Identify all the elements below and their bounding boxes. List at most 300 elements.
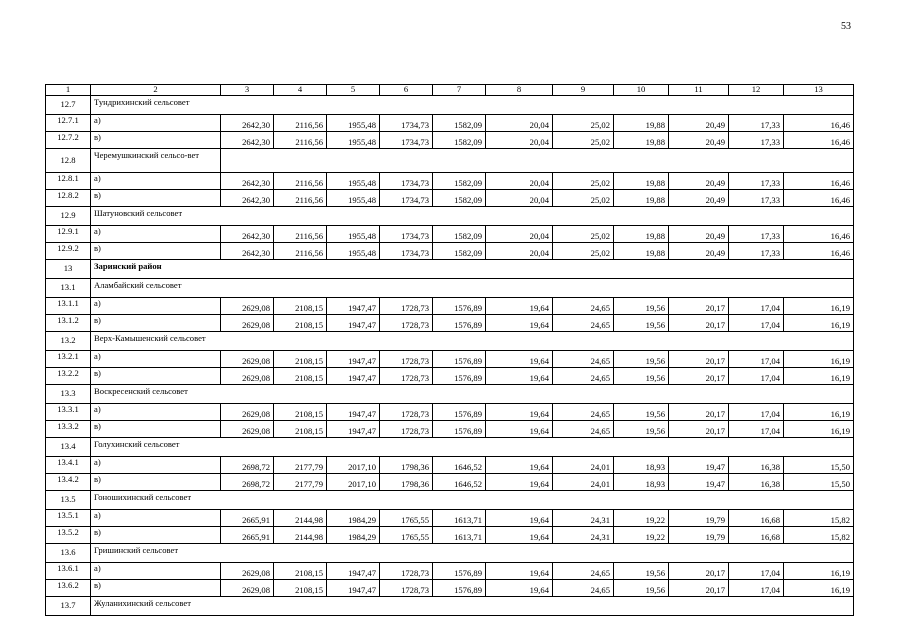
column-number-cell: 13 <box>784 85 854 96</box>
value-cell: 19,64 <box>486 510 553 527</box>
value-cell: 2629,08 <box>221 563 274 580</box>
value-cell: 24,65 <box>553 404 614 421</box>
value-cell: 16,46 <box>784 226 854 243</box>
column-number-cell: 6 <box>380 85 433 96</box>
value-cell: 1734,73 <box>380 132 433 149</box>
section-name-cell: Черемушкинский сельсо-вет <box>91 149 221 173</box>
section-row <box>46 96 854 115</box>
row-number-cell: 13.2.2 <box>46 368 91 385</box>
section-name-cell: Шатуновский сельсовет <box>91 207 854 226</box>
section-name-cell: Тундрихинский сельсовет <box>91 96 854 115</box>
value-cell: 1947,47 <box>327 404 380 421</box>
value-cell: 2144,98 <box>274 527 327 544</box>
value-cell: 1984,29 <box>327 527 380 544</box>
row-number-cell: 13.5.2 <box>46 527 91 544</box>
value-cell: 1646,52 <box>433 474 486 491</box>
value-cell: 24,65 <box>553 563 614 580</box>
value-cell: 24,31 <box>553 510 614 527</box>
value-cell: 1798,36 <box>380 474 433 491</box>
value-cell: 16,46 <box>784 173 854 190</box>
value-cell: 2629,08 <box>221 580 274 597</box>
value-cell: 16,19 <box>784 404 854 421</box>
value-cell: 25,02 <box>553 243 614 260</box>
value-cell: 24,01 <box>553 457 614 474</box>
row-number-cell: 13.1.1 <box>46 298 91 315</box>
value-cell: 1947,47 <box>327 315 380 332</box>
value-cell: 19,64 <box>486 421 553 438</box>
value-cell: 2642,30 <box>221 132 274 149</box>
value-cell: 2108,15 <box>274 404 327 421</box>
value-cell: 17,04 <box>729 580 784 597</box>
value-cell: 17,33 <box>729 173 784 190</box>
row-number-cell: 13.4 <box>46 438 91 457</box>
value-cell: 1576,89 <box>433 351 486 368</box>
value-cell: 1582,09 <box>433 132 486 149</box>
value-cell: 17,33 <box>729 115 784 132</box>
value-cell: 2108,15 <box>274 563 327 580</box>
row-number-cell: 13.4.2 <box>46 474 91 491</box>
value-cell: 2177,79 <box>274 457 327 474</box>
row-number-cell: 12.9 <box>46 207 91 226</box>
value-cell: 2017,10 <box>327 457 380 474</box>
value-cell: 16,46 <box>784 243 854 260</box>
value-cell: 19,47 <box>669 457 729 474</box>
variant-cell: в) <box>91 190 221 207</box>
section-row <box>46 332 854 351</box>
column-number-cell: 1 <box>46 85 91 96</box>
value-cell: 1984,29 <box>327 510 380 527</box>
value-cell: 1576,89 <box>433 298 486 315</box>
table-row <box>46 298 854 315</box>
value-cell: 1613,71 <box>433 527 486 544</box>
value-cell: 16,46 <box>784 190 854 207</box>
value-cell: 20,49 <box>669 226 729 243</box>
value-cell: 20,04 <box>486 190 553 207</box>
value-cell: 24,65 <box>553 315 614 332</box>
value-cell: 20,04 <box>486 226 553 243</box>
table-row <box>46 243 854 260</box>
value-cell: 19,56 <box>614 298 669 315</box>
value-cell: 1576,89 <box>433 404 486 421</box>
variant-cell: в) <box>91 527 221 544</box>
section-row <box>46 385 854 404</box>
row-number-cell: 13.3.1 <box>46 404 91 421</box>
section-name-cell: Голухинский сельсовет <box>91 438 854 457</box>
variant-cell: в) <box>91 421 221 438</box>
value-cell: 1728,73 <box>380 315 433 332</box>
value-cell: 19,64 <box>486 298 553 315</box>
value-cell: 24,65 <box>553 298 614 315</box>
table-row <box>46 527 854 544</box>
value-cell: 1576,89 <box>433 580 486 597</box>
value-cell: 19,22 <box>614 527 669 544</box>
value-cell: 2108,15 <box>274 421 327 438</box>
section-row <box>46 260 854 279</box>
table-row <box>46 173 854 190</box>
row-number-cell: 13.6 <box>46 544 91 563</box>
value-cell: 16,46 <box>784 115 854 132</box>
column-number-cell: 8 <box>486 85 553 96</box>
section-name-cell: Заринский район <box>91 260 854 279</box>
value-cell: 24,65 <box>553 580 614 597</box>
row-number-cell: 12.7 <box>46 96 91 115</box>
row-number-cell: 13.2 <box>46 332 91 351</box>
value-cell: 19,64 <box>486 351 553 368</box>
value-cell: 1728,73 <box>380 580 433 597</box>
table-row <box>46 190 854 207</box>
value-cell: 1955,48 <box>327 190 380 207</box>
row-number-cell: 13.2.1 <box>46 351 91 368</box>
value-cell: 19,79 <box>669 527 729 544</box>
value-cell: 19,64 <box>486 457 553 474</box>
value-cell: 19,64 <box>486 474 553 491</box>
section-name-cell: Аламбайский сельсовет <box>91 279 854 298</box>
table-row <box>46 510 854 527</box>
variant-cell: а) <box>91 510 221 527</box>
value-cell: 1955,48 <box>327 226 380 243</box>
row-number-cell: 13.5.1 <box>46 510 91 527</box>
table-body <box>46 85 854 616</box>
value-cell: 17,33 <box>729 190 784 207</box>
value-cell: 17,04 <box>729 421 784 438</box>
value-cell: 19,64 <box>486 368 553 385</box>
section-row <box>46 544 854 563</box>
value-cell: 16,38 <box>729 474 784 491</box>
value-cell: 2116,56 <box>274 132 327 149</box>
value-cell: 16,68 <box>729 510 784 527</box>
value-cell: 1576,89 <box>433 563 486 580</box>
value-cell: 19,56 <box>614 563 669 580</box>
value-cell: 1646,52 <box>433 457 486 474</box>
value-cell: 1947,47 <box>327 580 380 597</box>
value-cell: 19,88 <box>614 115 669 132</box>
value-cell: 19,88 <box>614 243 669 260</box>
table-row <box>46 226 854 243</box>
value-cell: 1576,89 <box>433 315 486 332</box>
value-cell: 1765,55 <box>380 527 433 544</box>
row-number-cell: 13.1 <box>46 279 91 298</box>
value-cell: 24,65 <box>553 421 614 438</box>
value-cell: 1947,47 <box>327 298 380 315</box>
row-number-cell: 13.6.2 <box>46 580 91 597</box>
variant-cell: а) <box>91 173 221 190</box>
value-cell: 1955,48 <box>327 243 380 260</box>
value-cell: 24,31 <box>553 527 614 544</box>
value-cell: 1728,73 <box>380 421 433 438</box>
value-cell: 2629,08 <box>221 315 274 332</box>
column-number-cell: 3 <box>221 85 274 96</box>
value-cell: 1728,73 <box>380 404 433 421</box>
value-cell: 2629,08 <box>221 421 274 438</box>
section-name-cell: Верх-Камышенский сельсовет <box>91 332 854 351</box>
value-cell: 16,19 <box>784 421 854 438</box>
value-cell: 15,82 <box>784 527 854 544</box>
value-cell: 20,17 <box>669 298 729 315</box>
value-cell: 1947,47 <box>327 563 380 580</box>
row-number-cell: 13.3.2 <box>46 421 91 438</box>
value-cell: 20,17 <box>669 368 729 385</box>
value-cell: 25,02 <box>553 173 614 190</box>
value-cell: 16,68 <box>729 527 784 544</box>
variant-cell: а) <box>91 115 221 132</box>
value-cell: 1728,73 <box>380 351 433 368</box>
variant-cell: а) <box>91 226 221 243</box>
value-cell: 2642,30 <box>221 173 274 190</box>
value-cell: 2017,10 <box>327 474 380 491</box>
value-cell: 20,17 <box>669 404 729 421</box>
value-cell: 2698,72 <box>221 457 274 474</box>
value-cell: 1734,73 <box>380 190 433 207</box>
column-number-cell: 10 <box>614 85 669 96</box>
row-number-cell: 13.6.1 <box>46 563 91 580</box>
section-row <box>46 279 854 298</box>
row-number-cell: 13.1.2 <box>46 315 91 332</box>
value-cell: 19,47 <box>669 474 729 491</box>
row-number-cell: 13.7 <box>46 597 91 616</box>
value-cell: 2642,30 <box>221 115 274 132</box>
value-cell: 2629,08 <box>221 404 274 421</box>
value-cell: 1728,73 <box>380 298 433 315</box>
value-cell: 1947,47 <box>327 351 380 368</box>
page-number: 53 <box>841 21 851 32</box>
value-cell: 25,02 <box>553 190 614 207</box>
value-cell: 17,04 <box>729 351 784 368</box>
table-row <box>46 421 854 438</box>
value-cell: 1734,73 <box>380 243 433 260</box>
value-cell: 1582,09 <box>433 115 486 132</box>
empty-cell <box>221 149 854 173</box>
value-cell: 1576,89 <box>433 421 486 438</box>
value-cell: 20,17 <box>669 563 729 580</box>
row-number-cell: 12.8.1 <box>46 173 91 190</box>
value-cell: 19,64 <box>486 315 553 332</box>
value-cell: 20,17 <box>669 315 729 332</box>
value-cell: 2116,56 <box>274 115 327 132</box>
value-cell: 1765,55 <box>380 510 433 527</box>
variant-cell: а) <box>91 563 221 580</box>
table-row <box>46 457 854 474</box>
row-number-cell: 12.7.2 <box>46 132 91 149</box>
variant-cell: в) <box>91 580 221 597</box>
value-cell: 24,65 <box>553 351 614 368</box>
row-number-cell: 12.8 <box>46 149 91 173</box>
value-cell: 1947,47 <box>327 368 380 385</box>
row-number-cell: 13.4.1 <box>46 457 91 474</box>
value-cell: 1734,73 <box>380 173 433 190</box>
value-cell: 19,64 <box>486 404 553 421</box>
value-cell: 19,56 <box>614 421 669 438</box>
value-cell: 2665,91 <box>221 510 274 527</box>
section-row <box>46 597 854 616</box>
value-cell: 1582,09 <box>433 243 486 260</box>
value-cell: 1955,48 <box>327 173 380 190</box>
variant-cell: а) <box>91 457 221 474</box>
value-cell: 1734,73 <box>380 226 433 243</box>
table-row <box>46 368 854 385</box>
value-cell: 19,22 <box>614 510 669 527</box>
table-row <box>46 404 854 421</box>
column-number-cell: 5 <box>327 85 380 96</box>
value-cell: 2629,08 <box>221 351 274 368</box>
value-cell: 19,56 <box>614 580 669 597</box>
value-cell: 2108,15 <box>274 315 327 332</box>
value-cell: 1955,48 <box>327 115 380 132</box>
value-cell: 2108,15 <box>274 351 327 368</box>
value-cell: 19,64 <box>486 527 553 544</box>
value-cell: 16,19 <box>784 351 854 368</box>
row-number-cell: 12.9.1 <box>46 226 91 243</box>
value-cell: 2108,15 <box>274 580 327 597</box>
row-number-cell: 13.5 <box>46 491 91 510</box>
value-cell: 1728,73 <box>380 368 433 385</box>
value-cell: 20,17 <box>669 421 729 438</box>
value-cell: 19,56 <box>614 368 669 385</box>
table-row <box>46 115 854 132</box>
value-cell: 1947,47 <box>327 421 380 438</box>
value-cell: 2144,98 <box>274 510 327 527</box>
value-cell: 19,88 <box>614 226 669 243</box>
value-cell: 19,88 <box>614 190 669 207</box>
value-cell: 1582,09 <box>433 226 486 243</box>
value-cell: 16,19 <box>784 563 854 580</box>
column-number-cell: 11 <box>669 85 729 96</box>
value-cell: 20,49 <box>669 243 729 260</box>
value-cell: 17,33 <box>729 132 784 149</box>
value-cell: 20,04 <box>486 132 553 149</box>
value-cell: 16,46 <box>784 132 854 149</box>
column-number-cell: 12 <box>729 85 784 96</box>
value-cell: 19,79 <box>669 510 729 527</box>
value-cell: 17,04 <box>729 298 784 315</box>
value-cell: 1798,36 <box>380 457 433 474</box>
value-cell: 2642,30 <box>221 226 274 243</box>
value-cell: 15,82 <box>784 510 854 527</box>
value-cell: 2665,91 <box>221 527 274 544</box>
variant-cell: а) <box>91 351 221 368</box>
value-cell: 15,50 <box>784 457 854 474</box>
section-name-cell: Воскресенский сельсовет <box>91 385 854 404</box>
value-cell: 19,88 <box>614 132 669 149</box>
value-cell: 2116,56 <box>274 243 327 260</box>
row-number-cell: 13.3 <box>46 385 91 404</box>
value-cell: 17,33 <box>729 243 784 260</box>
row-number-cell: 12.9.2 <box>46 243 91 260</box>
section-row <box>46 149 854 173</box>
variant-cell: а) <box>91 298 221 315</box>
value-cell: 24,65 <box>553 368 614 385</box>
table-row <box>46 563 854 580</box>
value-cell: 16,19 <box>784 315 854 332</box>
value-cell: 18,93 <box>614 457 669 474</box>
value-cell: 20,49 <box>669 132 729 149</box>
value-cell: 2629,08 <box>221 298 274 315</box>
value-cell: 20,04 <box>486 243 553 260</box>
value-cell: 19,88 <box>614 173 669 190</box>
value-cell: 17,04 <box>729 368 784 385</box>
value-cell: 2642,30 <box>221 243 274 260</box>
value-cell: 2642,30 <box>221 190 274 207</box>
value-cell: 17,04 <box>729 404 784 421</box>
section-row <box>46 491 854 510</box>
value-cell: 1576,89 <box>433 368 486 385</box>
value-cell: 2177,79 <box>274 474 327 491</box>
row-number-cell: 13 <box>46 260 91 279</box>
value-cell: 19,56 <box>614 315 669 332</box>
value-cell: 20,49 <box>669 190 729 207</box>
value-cell: 19,64 <box>486 563 553 580</box>
row-number-cell: 12.7.1 <box>46 115 91 132</box>
row-number-cell: 12.8.2 <box>46 190 91 207</box>
value-cell: 15,50 <box>784 474 854 491</box>
value-cell: 20,49 <box>669 115 729 132</box>
variant-cell: в) <box>91 368 221 385</box>
value-cell: 20,17 <box>669 351 729 368</box>
section-name-cell: Жуланихинский сельсовет <box>91 597 854 616</box>
column-number-cell: 4 <box>274 85 327 96</box>
value-cell: 24,01 <box>553 474 614 491</box>
value-cell: 2108,15 <box>274 298 327 315</box>
value-cell: 1582,09 <box>433 173 486 190</box>
value-cell: 1955,48 <box>327 132 380 149</box>
variant-cell: в) <box>91 132 221 149</box>
variant-cell: в) <box>91 315 221 332</box>
value-cell: 2108,15 <box>274 368 327 385</box>
column-number-row <box>46 85 854 96</box>
table-row <box>46 474 854 491</box>
value-cell: 2116,56 <box>274 226 327 243</box>
section-row <box>46 438 854 457</box>
value-cell: 17,04 <box>729 563 784 580</box>
value-cell: 19,56 <box>614 351 669 368</box>
column-number-cell: 7 <box>433 85 486 96</box>
table-row <box>46 351 854 368</box>
value-cell: 16,19 <box>784 580 854 597</box>
value-cell: 17,33 <box>729 226 784 243</box>
value-cell: 1734,73 <box>380 115 433 132</box>
variant-cell: а) <box>91 404 221 421</box>
value-cell: 18,93 <box>614 474 669 491</box>
value-cell: 2116,56 <box>274 190 327 207</box>
value-cell: 16,19 <box>784 368 854 385</box>
value-cell: 2116,56 <box>274 173 327 190</box>
tariff-table <box>45 84 854 616</box>
value-cell: 19,56 <box>614 404 669 421</box>
value-cell: 25,02 <box>553 115 614 132</box>
value-cell: 16,38 <box>729 457 784 474</box>
value-cell: 25,02 <box>553 226 614 243</box>
value-cell: 20,04 <box>486 173 553 190</box>
section-row <box>46 207 854 226</box>
value-cell: 2629,08 <box>221 368 274 385</box>
value-cell: 16,19 <box>784 298 854 315</box>
table-row <box>46 315 854 332</box>
value-cell: 1613,71 <box>433 510 486 527</box>
section-name-cell: Гришинский сельсовет <box>91 544 854 563</box>
value-cell: 1728,73 <box>380 563 433 580</box>
value-cell: 17,04 <box>729 315 784 332</box>
value-cell: 25,02 <box>553 132 614 149</box>
value-cell: 20,04 <box>486 115 553 132</box>
column-number-cell: 9 <box>553 85 614 96</box>
column-number-cell: 2 <box>91 85 221 96</box>
section-name-cell: Гоношихинский сельсовет <box>91 491 854 510</box>
value-cell: 20,49 <box>669 173 729 190</box>
variant-cell: в) <box>91 243 221 260</box>
value-cell: 19,64 <box>486 580 553 597</box>
value-cell: 2698,72 <box>221 474 274 491</box>
value-cell: 20,17 <box>669 580 729 597</box>
table-row <box>46 132 854 149</box>
